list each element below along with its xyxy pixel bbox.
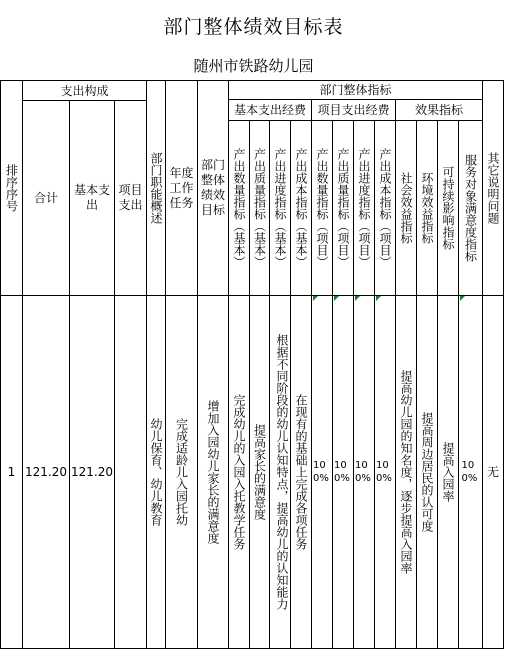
row-project-cost xyxy=(375,296,395,648)
row-social-benefit: 提高幼儿园的知名度，逐步提高入园率 xyxy=(399,370,413,574)
comment-flag-icon xyxy=(460,296,465,301)
percent-value: 100% xyxy=(334,460,350,484)
header-total: 合计 xyxy=(33,191,58,205)
percent-value: 100% xyxy=(313,460,329,484)
header-basic-quantity: 产出数量指标（基本） xyxy=(232,148,246,268)
row-satisfaction xyxy=(459,296,482,648)
row-basic-cost: 在现有的基础上完成各项任务 xyxy=(294,394,308,550)
header-annual-task: 年度工作任务 xyxy=(169,165,194,210)
header-project-expense: 项目支出 xyxy=(118,183,143,212)
comment-flag-icon xyxy=(376,296,381,301)
header-indicator-group: 部门整体指标 xyxy=(319,83,392,97)
row-basic-progress: 根据不同阶段的幼儿认知特点，提高幼儿的认知能力 xyxy=(275,334,289,610)
header-project-cost: 产出成本指标（项目） xyxy=(378,148,392,268)
header-sustainability: 可持续影响指标 xyxy=(441,166,455,250)
header-other: 其它说明问题 xyxy=(486,152,500,224)
header-dept-overview: 部门职能概述 xyxy=(149,152,163,224)
header-project-group: 项目支出经费 xyxy=(317,103,390,117)
row-annual-task: 完成适龄儿入园托幼 xyxy=(174,418,189,526)
percent-value: 100% xyxy=(376,460,392,484)
row-sustainability: 提高入园率 xyxy=(441,442,455,502)
row-project xyxy=(115,296,146,648)
comment-flag-icon xyxy=(355,296,360,301)
header-social-benefit: 社会效益指标 xyxy=(399,172,413,244)
row-other: 无 xyxy=(486,465,499,479)
grid-line xyxy=(503,80,504,649)
header-project-progress: 产出进度指标（项目） xyxy=(357,148,371,268)
row-environment-benefit: 提高周边居民的认可度 xyxy=(420,412,434,532)
row-project-progress xyxy=(354,296,374,648)
header-basic-expense: 基本支出 xyxy=(73,183,110,212)
unit-name: 随州市铁路幼儿园 xyxy=(193,57,314,75)
header-satisfaction: 服务对象满意度指标 xyxy=(463,154,478,262)
comment-flag-icon xyxy=(313,296,318,301)
row-overview: 幼儿保育、幼儿教育 xyxy=(149,418,163,526)
row-project-quality xyxy=(333,296,353,648)
row-basic-quality: 提高家长的满意度 xyxy=(252,424,267,520)
row-basic-quantity: 完成幼儿的入园入托教学任务 xyxy=(232,394,246,550)
header-basic-group: 基本支出经费 xyxy=(233,103,306,117)
header-environment-benefit: 环境效益指标 xyxy=(420,172,434,244)
comment-flag-icon xyxy=(334,296,339,301)
percent-value: 100% xyxy=(461,460,478,484)
header-project-quality: 产出质量指标（项目） xyxy=(336,148,350,268)
header-project-quantity: 产出数量指标（项目） xyxy=(315,148,329,268)
header-expense-group: 支出构成 xyxy=(60,83,109,98)
row-dept-goal: 增加入园幼儿家长的满意度 xyxy=(206,400,220,544)
percent-value: 100% xyxy=(355,460,371,484)
header-basic-cost: 产出成本指标（基本） xyxy=(294,148,308,268)
header-effect-group: 效果指标 xyxy=(414,103,463,117)
page-title: 部门整体绩效目标表 xyxy=(163,16,344,38)
row-project-quantity xyxy=(312,296,332,648)
row-basic: 121.20 xyxy=(71,465,113,479)
header-dept-goal: 部门整体绩效目标 xyxy=(200,158,225,217)
row-total: 121.20 xyxy=(25,465,67,479)
header-basic-quality: 产出质量指标（基本） xyxy=(252,148,267,268)
header-seq: 排序序号 xyxy=(4,164,19,212)
row-seq: 1 xyxy=(7,465,16,479)
header-basic-progress: 产出进度指标（基本） xyxy=(273,148,287,268)
